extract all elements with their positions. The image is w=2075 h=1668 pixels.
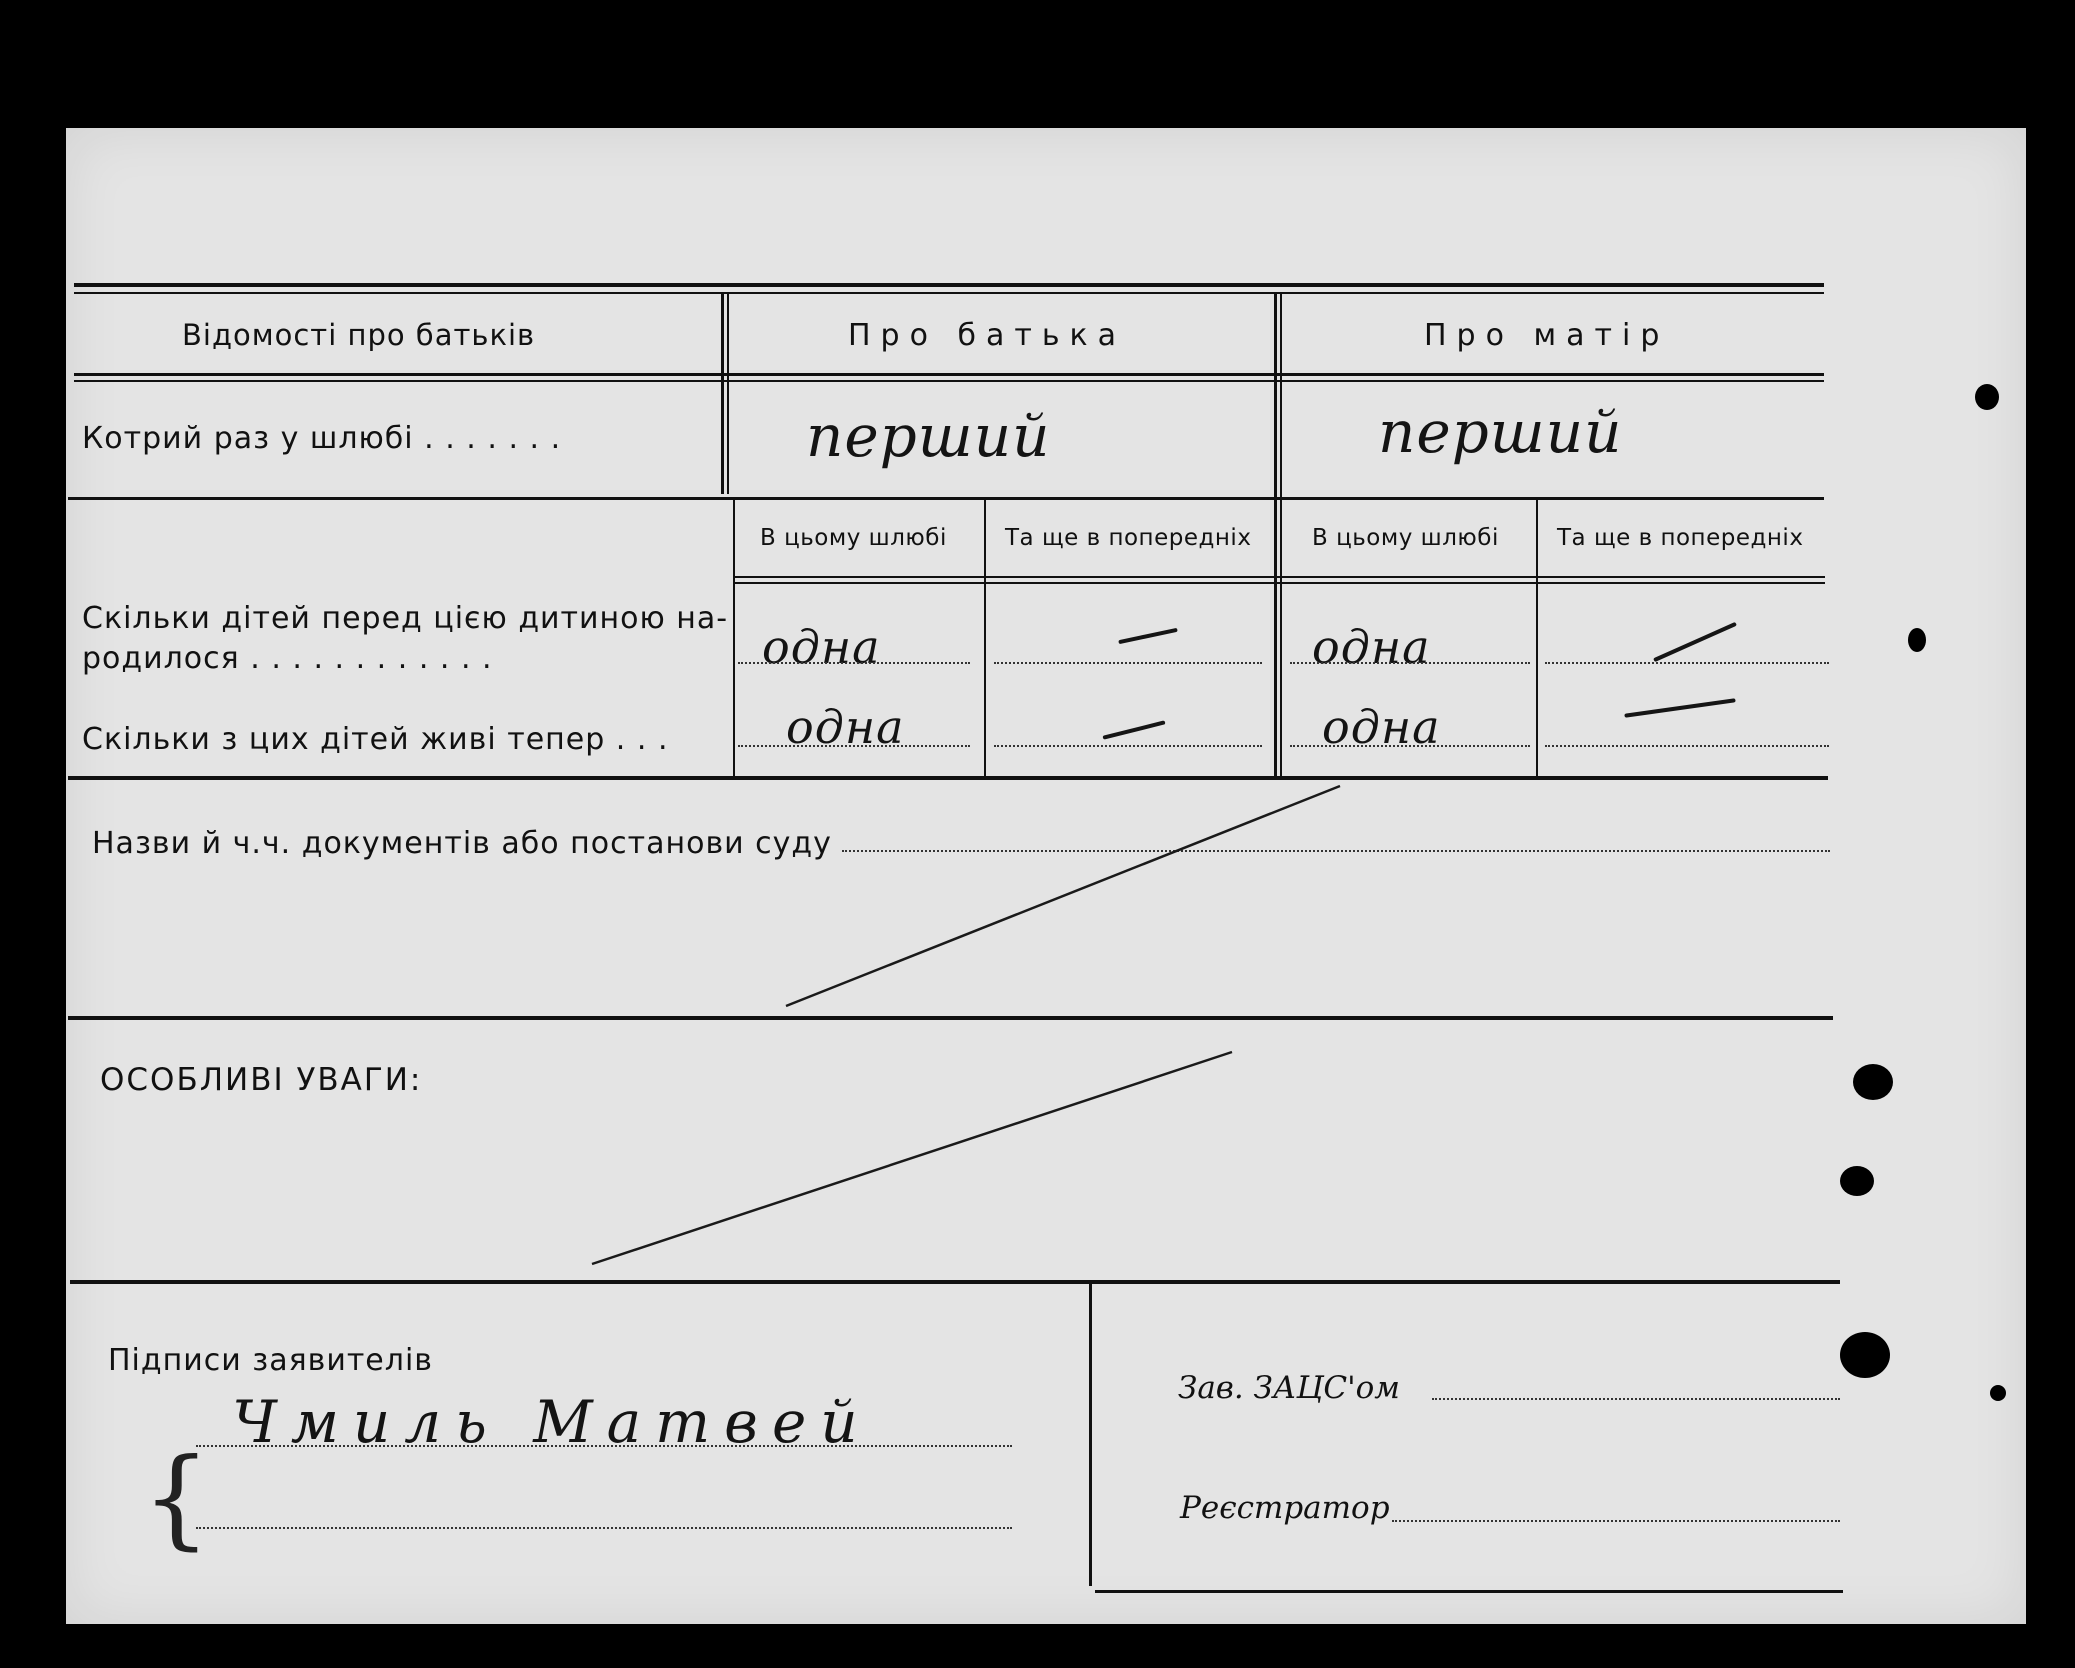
signatures-label: Підписи заявителів xyxy=(108,1343,433,1378)
marriage-father-value: перший xyxy=(806,402,1051,470)
paper-hole-2 xyxy=(1908,628,1926,652)
marriage-mother-value: перший xyxy=(1378,398,1623,466)
table-title: Відомості про батьків xyxy=(182,318,536,352)
subheader-father-this: В цьому шлюбі xyxy=(760,525,947,551)
children-born-father-this: одна xyxy=(762,620,881,674)
documents-label: Назви й ч.ч. документів або постанови суду xyxy=(92,826,832,861)
col-mother-header: Про матір xyxy=(1424,318,1670,353)
special-notes-label: ОСОБЛИВІ УВАГИ: xyxy=(100,1062,423,1098)
signature-1: Чмиль Матвей xyxy=(232,1388,872,1456)
paper-hole-6 xyxy=(1990,1385,2006,1401)
paper-hole-5 xyxy=(1840,1332,1890,1378)
col-father-header: Про батька xyxy=(848,318,1127,353)
row-marriage-label: Котрий раз у шлюбі . . . . . . . xyxy=(82,421,562,456)
paper-hole-1 xyxy=(1975,384,1999,410)
head-of-office-label: Зав. ЗАЦС'ом xyxy=(1178,1370,1400,1406)
documents-strike-line xyxy=(786,786,1340,1006)
registrar-label: Реєстратор xyxy=(1180,1490,1390,1526)
subheader-father-prev: Та ще в попередніх xyxy=(1005,525,1252,551)
row-children-born-label-1: Скільки дітей перед цією дитиною на- xyxy=(82,601,729,636)
children-alive-mother-this: одна xyxy=(1322,700,1441,754)
subheader-mother-prev: Та ще в попередніх xyxy=(1557,525,1804,551)
children-born-mother-this: одна xyxy=(1312,620,1431,674)
paper-hole-3 xyxy=(1853,1064,1893,1100)
children-alive-father-this: одна xyxy=(786,700,905,754)
row-children-born-label-2: родилося . . . . . . . . . . . . xyxy=(82,641,493,676)
subheader-mother-this: В цьому шлюбі xyxy=(1312,525,1499,551)
paper-hole-4 xyxy=(1840,1166,1874,1196)
notes-strike-line xyxy=(592,1052,1232,1264)
row-children-alive-label: Скільки з цих дітей живі тепер . . . xyxy=(82,722,669,757)
signature-bracket: { xyxy=(142,1436,211,1561)
